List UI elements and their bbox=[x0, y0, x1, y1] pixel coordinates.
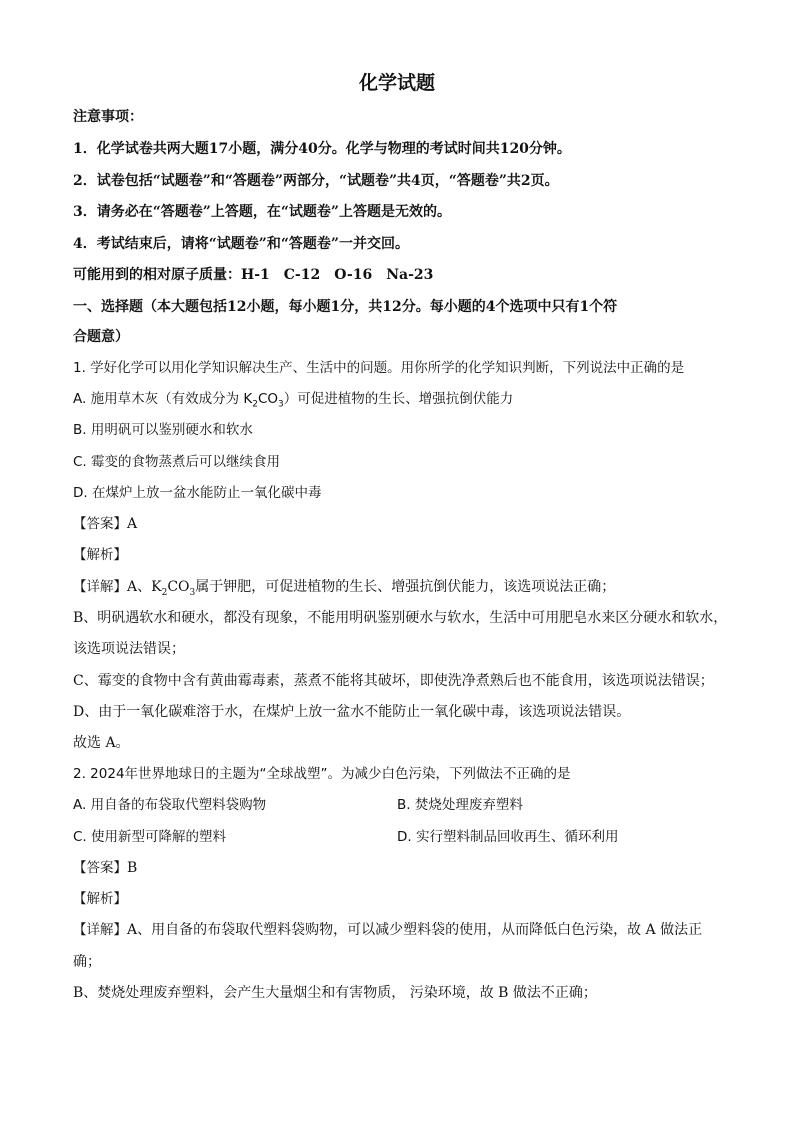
q1-detail-b-cont: 该选项说法错误； bbox=[73, 641, 185, 657]
q1-detail-d: D、由于一氧化碳难溶于水，在煤炉上放一盆水不能防止一氧化碳中毒，该选项说法错误。 bbox=[73, 704, 631, 720]
q2-answer: 【答案】B bbox=[73, 860, 138, 876]
q1-option-c: C. 霉变的食物蒸煮后可以继续食用 bbox=[73, 454, 281, 470]
q2-detail-a: 【详解】A、用自备的布袋取代塑料袋购物，可以减少塑料袋的使用，从而降低白色污染，故 A 做法正 bbox=[73, 922, 703, 938]
q2-option-d: D. 实行塑料制品回收再生、循环利用 bbox=[397, 829, 619, 845]
q1-answer: 【答案】A bbox=[73, 516, 138, 532]
notice-item-3: 3．请务必在“答题卷”上答题，在“试题卷”上答题是无效的。 bbox=[73, 204, 451, 220]
notice-heading: 注意事项： bbox=[73, 109, 143, 125]
section-heading-cont: 合题意） bbox=[73, 329, 129, 345]
q2-analysis-label: 【解析】 bbox=[73, 891, 127, 907]
q1-option-a: A. 施用草木灰（有效成分为 $K_2CO_3$）可促进植物的生长、增强抗倒伏能力 bbox=[73, 391, 514, 410]
q2-option-a: A. 用自备的布袋取代塑料袋购物 bbox=[73, 797, 267, 813]
notice-item-1: 1．化学试卷共两大题17小题，满分40分。化学与物理的考试时间共120分钟。 bbox=[73, 141, 571, 157]
q1-detail-b: B、明矾遇软水和硬水，都没有现象，不能用明矾鉴别硬水与软水，生活中可用肥皂水来区分硬水和软水， bbox=[73, 610, 728, 626]
q2-detail-b: B、焚烧处理废弃塑料，会产生大量烟尘和有害物质， 污染环境，故 B 做法不正确； bbox=[73, 985, 597, 1001]
q2-option-b: B. 焚烧处理废弃塑料 bbox=[397, 797, 523, 813]
q1-stem: 1. 学好化学可以用化学知识解决生产、生活中的问题。用你所学的化学知识判断，下列说法中正确的是 bbox=[73, 360, 685, 376]
q2-option-c: C. 使用新型可降解的塑料 bbox=[73, 829, 227, 845]
q1-conclusion: 故选 A。 bbox=[73, 735, 130, 751]
q1-analysis-label: 【解析】 bbox=[73, 547, 127, 563]
q2-stem: 2. 2024年世界地球日的主题为“全球战塑”。为减少白色污染，下列做法不正确的是 bbox=[73, 766, 571, 782]
notice-item-2: 2．试卷包括“试题卷”和“答题卷”两部分，“试题卷”共4页，“答题卷”共2页。 bbox=[73, 173, 559, 189]
atomic-masses: 可能用到的相对原子质量：H-1 C-12 O-16 Na-23 bbox=[73, 267, 434, 283]
notice-item-4: 4．考试结束后，请将“试题卷”和“答题卷”一并交回。 bbox=[73, 236, 409, 252]
section-heading: 一、选择题（本大题包括12小题，每小题1分，共12分。每小题的4个选项中只有1个符 bbox=[73, 299, 618, 315]
q1-detail-c: C、霉变的食物中含有黄曲霉毒素，蒸煮不能将其破坏，即使洗净煮熟后也不能食用，该选项说法错误； bbox=[73, 673, 714, 689]
q1-option-d: D. 在煤炉上放一盆水能防止一氧化碳中毒 bbox=[73, 485, 322, 501]
page-title: 化学试题 bbox=[358, 72, 435, 94]
q2-detail-a-cont: 确； bbox=[73, 954, 101, 970]
q1-detail-a: 【详解】A、$K_2CO_3$属于钾肥，可促进植物的生长、增强抗倒伏能力，该选项说法正确； bbox=[73, 579, 616, 598]
q1-option-b: B. 用明矾可以鉴别硬水和软水 bbox=[73, 422, 253, 438]
